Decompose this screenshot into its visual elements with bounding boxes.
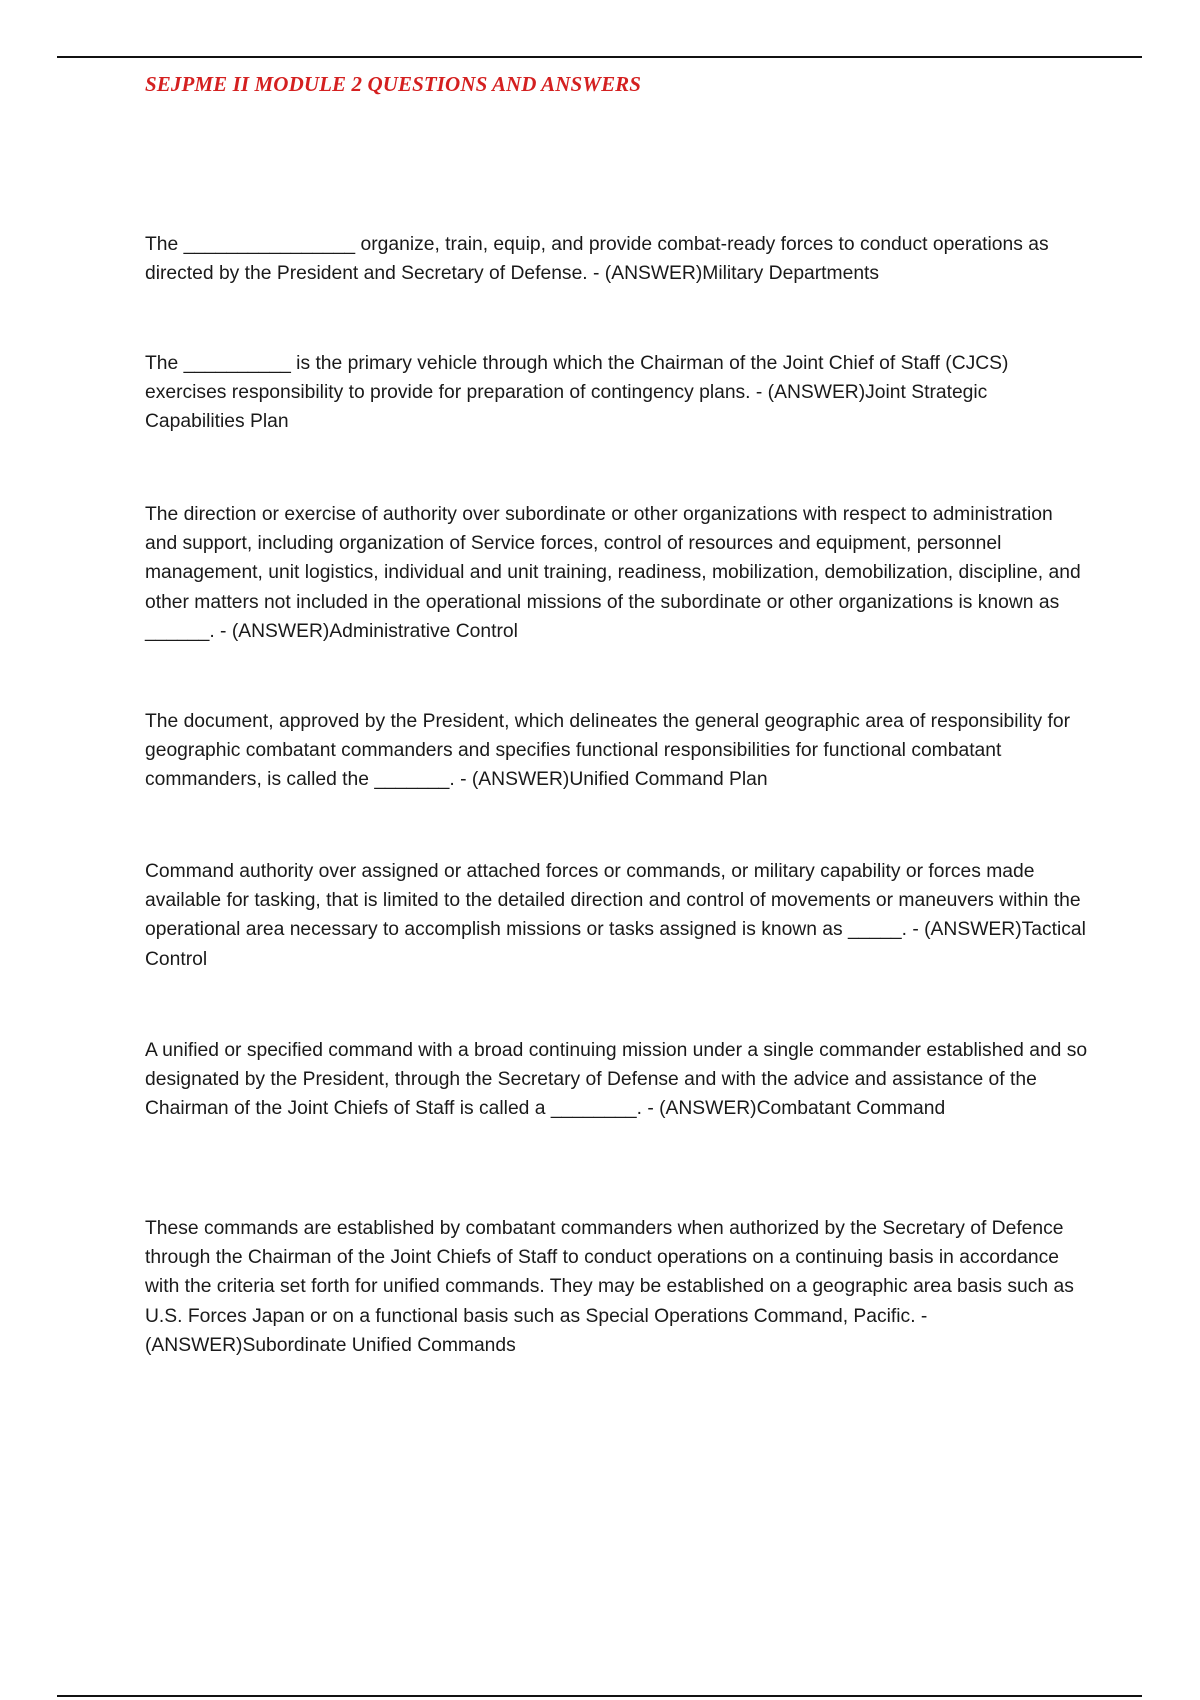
qa-item-administrative-control: The direction or exercise of authority over subordinate or other organizations with respect to administration and support, including organization of Service forces, control of resources and equipment, personnel management, unit logistics, individual and unit training, readiness, mobilization, demobilization, discipline, and other matters not included in the operational missions of the subordinate or other organizations is known as ______. - (ANSWER)Administrative Control [145,504,1081,642]
qa-item-joint-strategic-capabilities-plan: The __________ is the primary vehicle through which the Chairman of the Joint Chief of Staff (CJCS) exercises responsibility to provide for preparation of contingency plans. - (ANSWER)Joint Strategic Capabilities Plan [145,353,1009,433]
bottom-rule [57,1695,1142,1697]
document-title: SEJPME II MODULE 2 QUESTIONS AND ANSWERS [145,72,642,96]
qa-item-subordinate-unified-commands: These commands are established by combatant commanders when authorized by the Secretary of Defence through the Chairman of the Joint Chiefs of Staff to conduct operations on a continuing basis in accordance with the criteria set forth for unified commands. They may be established on a geographic area basis such as U.S. Forces Japan or on a functional basis such as Special Operations Command, Pacific. - (ANSWER)Subordinate Unified Commands [145,1218,1074,1356]
qa-item-combatant-command: A unified or specified command with a broad continuing mission under a single commander established and so designated by the President, through the Secretary of Defense and with the advice and assistance of the Chairman of the Joint Chiefs of Staff is called a ________. - (ANSWER)Combatant Command [145,1040,1088,1120]
qa-item-unified-command-plan: The document, approved by the President, which delineates the general geographic area of responsibility for geographic combatant commanders and specifies functional responsibilities for functional combatant commanders, is called the _______. - (ANSWER)Unified Command Plan [145,711,1070,791]
qa-item-tactical-control: Command authority over assigned or attached forces or commands, or military capability or forces made available for tasking, that is limited to the detailed direction and control of movements or maneuvers within the operational area necessary to accomplish missions or tasks assigned is known as _____. - (ANSWER)Tactical Control [145,861,1086,970]
top-rule [57,56,1142,58]
qa-item-military-departments: The ________________ organize, train, equip, and provide combat-ready forces to conduct operations as directed by the President and Secretary of Defense. - (ANSWER)Military Departments [145,234,1049,285]
